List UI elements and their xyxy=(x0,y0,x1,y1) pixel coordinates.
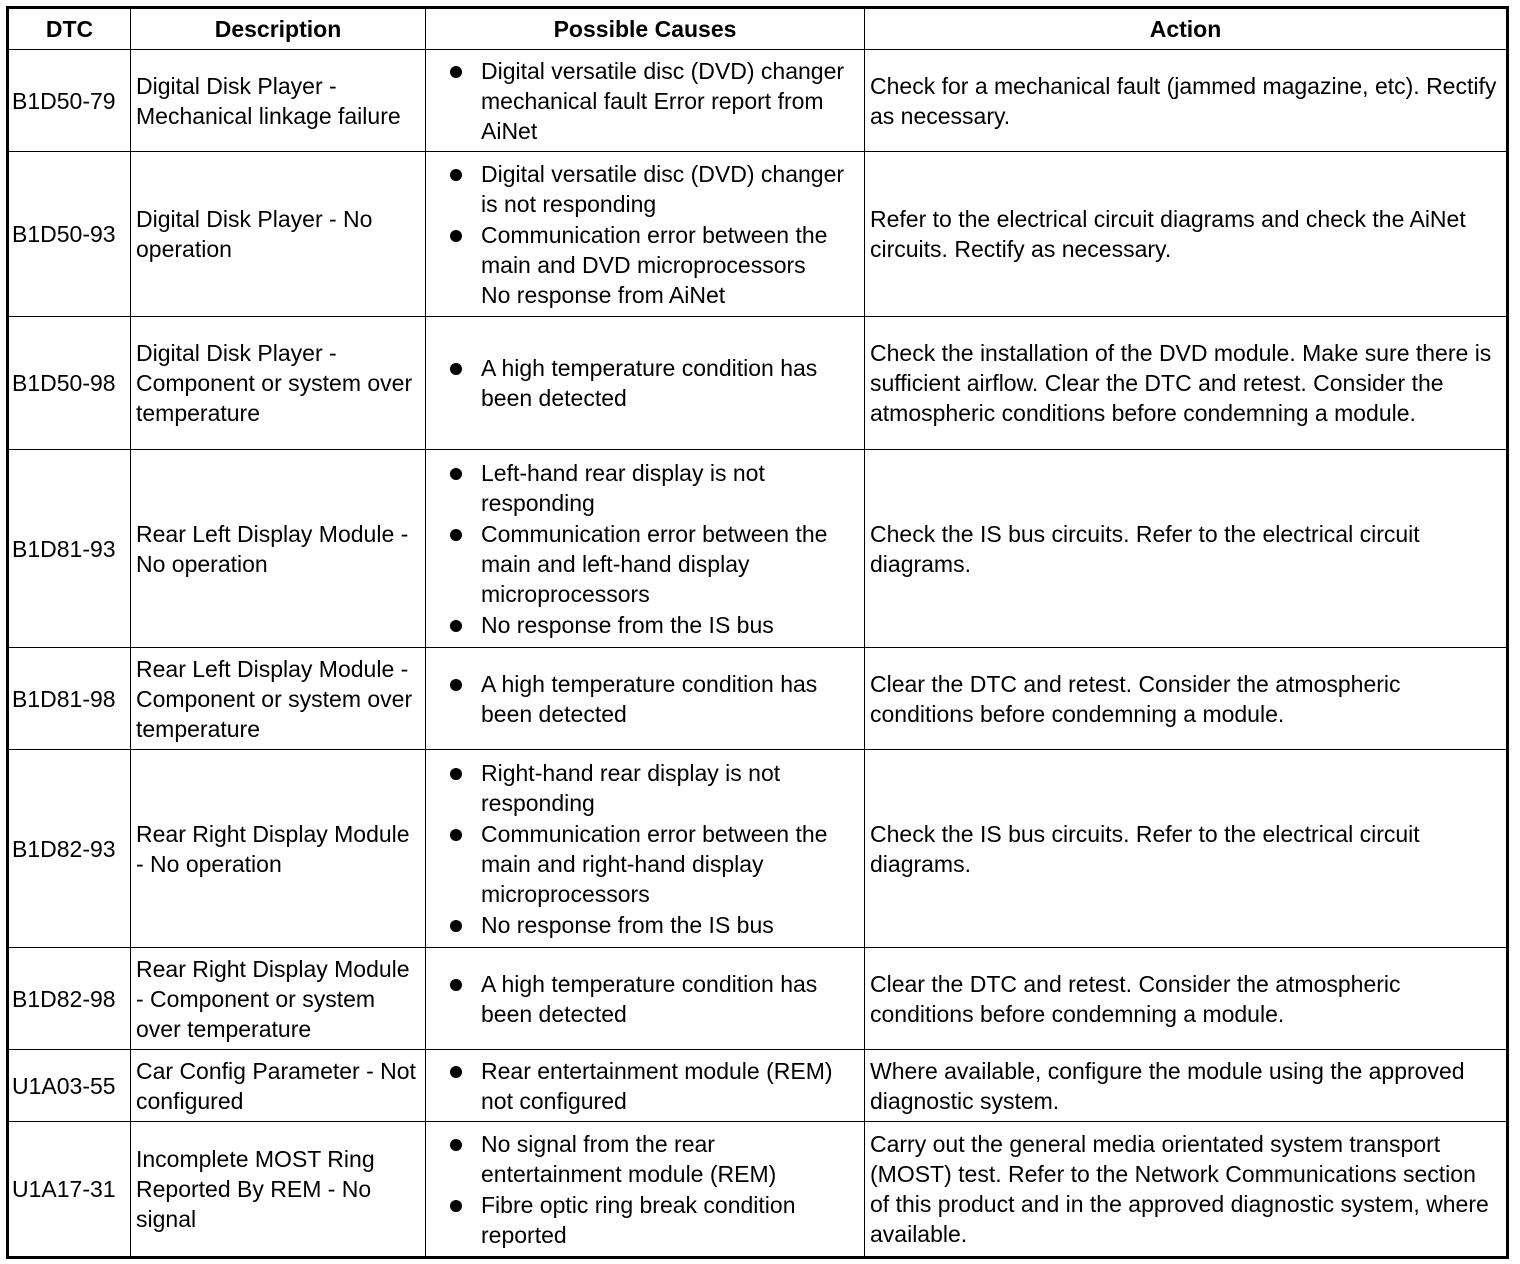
cause-item: Digital versatile disc (DVD) changer is not responding xyxy=(481,159,859,219)
action: Clear the DTC and retest. Consider the atmospheric conditions before condemning a module. xyxy=(865,948,1508,1050)
possible-causes xyxy=(426,750,865,948)
possible-causes xyxy=(426,1122,865,1258)
cause-item: Digital versatile disc (DVD) changer mechanical fault Error report from AiNet xyxy=(481,56,859,146)
description: Rear Right Display Module - No operation xyxy=(131,750,426,948)
cause-item: Communication error between the main and left-hand display microprocessors xyxy=(481,519,859,609)
description: Car Config Parameter - Not configured xyxy=(131,1050,426,1122)
action: Refer to the electrical circuit diagrams and check the AiNet circuits. Rectify as necessary. xyxy=(865,152,1508,317)
cause-item: No response from the IS bus xyxy=(481,610,859,640)
description: Digital Disk Player - Mechanical linkage failure xyxy=(131,50,426,152)
action: Check the IS bus circuits. Refer to the electrical circuit diagrams. xyxy=(865,450,1508,648)
dtc-code: U1A17-31 xyxy=(8,1122,131,1258)
possible-causes xyxy=(426,317,865,450)
possible-causes xyxy=(426,152,865,317)
table-row xyxy=(8,948,1508,1050)
dtc-table xyxy=(6,6,1509,1259)
cause-item: A high temperature condition has been detected xyxy=(481,969,859,1029)
dtc-code: U1A03-55 xyxy=(8,1050,131,1122)
description: Digital Disk Player - No operation xyxy=(131,152,426,317)
cause-item xyxy=(481,220,859,310)
possible-causes xyxy=(426,648,865,750)
dtc-code: B1D81-98 xyxy=(8,648,131,750)
table-row xyxy=(8,317,1508,450)
dtc-code: B1D50-79 xyxy=(8,50,131,152)
action: Check for a mechanical fault (jammed magazine, etc). Rectify as necessary. xyxy=(865,50,1508,152)
table-row xyxy=(8,750,1508,948)
possible-causes xyxy=(426,50,865,152)
description: Rear Right Display Module - Component or system over temperature xyxy=(131,948,426,1050)
header-action: Action xyxy=(865,8,1508,50)
table-row xyxy=(8,1122,1508,1258)
table-row xyxy=(8,450,1508,648)
possible-causes xyxy=(426,948,865,1050)
dtc-code: B1D81-93 xyxy=(8,450,131,648)
cause-item: Rear entertainment module (REM) not configured xyxy=(481,1056,859,1116)
dtc-code: B1D50-93 xyxy=(8,152,131,317)
cause-item: A high temperature condition has been detected xyxy=(481,669,859,729)
cause-item: Right-hand rear display is not responding xyxy=(481,758,859,818)
possible-causes xyxy=(426,1050,865,1122)
header-dtc: DTC xyxy=(8,8,131,50)
header-description: Description xyxy=(131,8,426,50)
table-row xyxy=(8,50,1508,152)
action: Clear the DTC and retest. Consider the atmospheric conditions before condemning a module. xyxy=(865,648,1508,750)
cause-item: Communication error between the main and right-hand display microprocessors xyxy=(481,819,859,909)
description: Incomplete MOST Ring Reported By REM - No signal xyxy=(131,1122,426,1258)
header-row xyxy=(8,8,1508,50)
action: Carry out the general media orientated system transport (MOST) test. Refer to the Network Communications section of this product and in the approved diagnostic system, where available. xyxy=(865,1122,1508,1258)
dtc-code: B1D50-98 xyxy=(8,317,131,450)
cause-item: No signal from the rear entertainment module (REM) xyxy=(481,1129,859,1189)
cause-item: A high temperature condition has been detected xyxy=(481,353,859,413)
possible-causes xyxy=(426,450,865,648)
cause-extra: No response from AiNet xyxy=(481,281,726,308)
cause-text: Communication error between the main and DVD microprocessors xyxy=(481,221,828,278)
table-row xyxy=(8,1050,1508,1122)
description: Rear Left Display Module - No operation xyxy=(131,450,426,648)
header-possible-causes: Possible Causes xyxy=(426,8,865,50)
dtc-code: B1D82-93 xyxy=(8,750,131,948)
dtc-code: B1D82-98 xyxy=(8,948,131,1050)
action: Check the installation of the DVD module. Make sure there is sufficient airflow. Clear the DTC and retest. Consider the atmospheric conditions before condemning a module. xyxy=(865,317,1508,450)
description: Digital Disk Player - Component or system over temperature xyxy=(131,317,426,450)
action: Where available, configure the module using the approved diagnostic system. xyxy=(865,1050,1508,1122)
cause-item: Fibre optic ring break condition reported xyxy=(481,1190,859,1250)
description: Rear Left Display Module - Component or system over temperature xyxy=(131,648,426,750)
table-row xyxy=(8,648,1508,750)
action: Check the IS bus circuits. Refer to the electrical circuit diagrams. xyxy=(865,750,1508,948)
cause-item: Left-hand rear display is not responding xyxy=(481,458,859,518)
table-row xyxy=(8,152,1508,317)
cause-item: No response from the IS bus xyxy=(481,910,859,940)
